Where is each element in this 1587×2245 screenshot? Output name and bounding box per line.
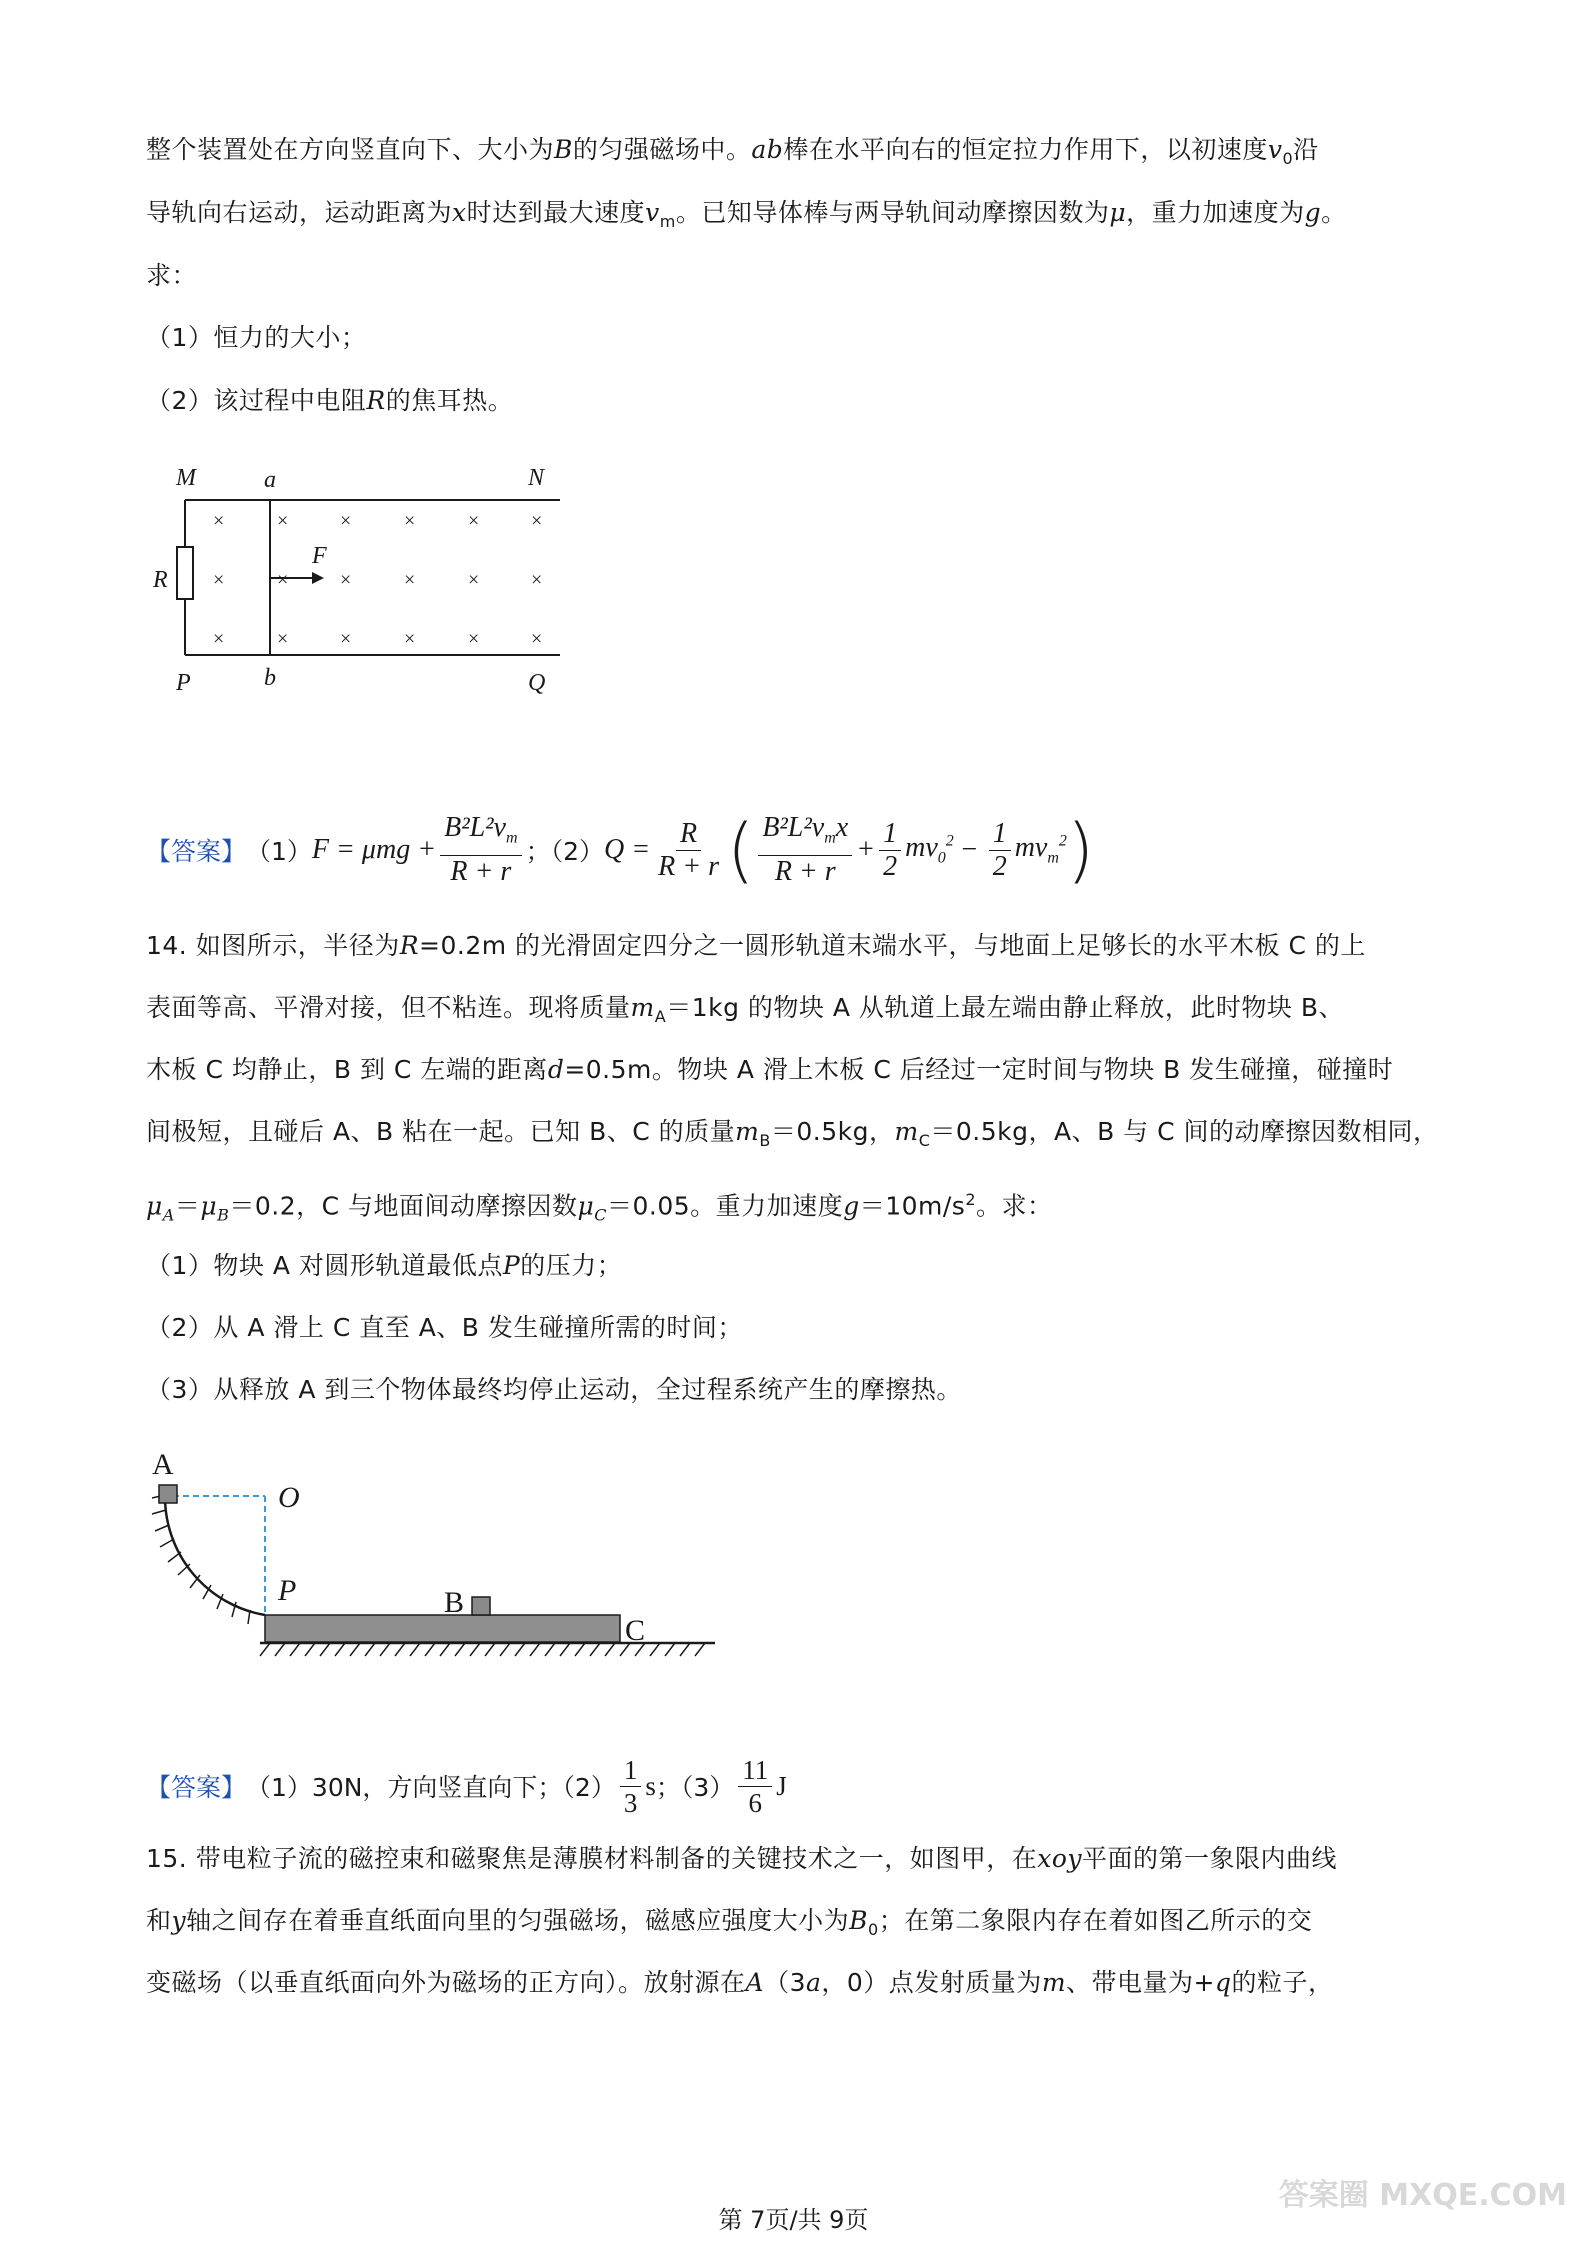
magnetic-field-crosses [213,510,542,650]
field-cross: × [531,628,543,650]
field-cross: × [468,569,480,591]
field-cross: × [531,569,543,591]
q14-subquestion-1: （1）物块 A 对圆形轨道最低点P的压力； [146,1251,623,1280]
label-P: P [278,1574,297,1607]
block-A [159,1485,177,1503]
label-N: N [528,465,545,491]
field-cross: × [277,510,289,532]
field-cross: × [340,569,352,591]
q13-circuit-figure [140,455,580,710]
field-cross: × [213,569,225,591]
field-cross: × [468,510,480,532]
fraction: $\frac{11}{6}$ [738,1754,772,1819]
answer-tag: 【答案】 [146,837,247,866]
block-B [472,1597,490,1615]
fraction: $\frac{1}{2}$ [879,818,901,883]
page-number: 第 7页/共 9页 [718,2206,869,2234]
label-a: a [264,467,276,493]
label-P: P [176,670,191,696]
fraction: $\frac{1}{3}$ [620,1754,642,1819]
field-cross: × [277,569,289,591]
answer-tag: 【答案】 [146,1773,247,1802]
field-cross: × [277,628,289,650]
q13-subquestion-2: （2）该过程中电阻R的焦耳热。 [146,386,514,415]
q14-text-line-3: 木板 C 均静止，B 到 C 左端的距离d=0.5m。物块 A 滑上木板 C 后经过一定时间与物块 B 发生碰撞，碰撞时 [146,1055,1394,1084]
q14-text-line-4: 间极短，且碰后 A、B 粘在一起。已知 B、C 的质量$m_B=0.5kg$，$m_C=0.5kg$，A、B 与 C 间的动摩擦因数相同， [146,1117,1439,1150]
field-cross: × [340,510,352,532]
label-B: B [444,1586,465,1619]
label-M: M [176,465,196,491]
fraction: $\frac{1}{2}$ [989,818,1011,883]
q13-answer: 【答案】 （1） F = μmg + $\frac{B^2L^2v_m}{R + r}$ ；（2） Q = $\frac{R}{R + r}$ ( $\frac{B^2L^2v_mx}{R + r}$ + $\frac{1}{2}$ $mv_0^2$ − $\frac{1}{2}$ $mv_m^2$ ) [146,809,1095,891]
q14-subquestion-2: （2）从 A 滑上 C 直至 A、B 发生碰撞所需的时间； [146,1313,743,1342]
q14-text-line-1: 14. 如图所示，半径为R=0.2m 的光滑固定四分之一圆形轨道末端水平，与地面上足够长的水平木板 C 的上 [146,931,1366,960]
field-cross: × [340,628,352,650]
q14-text-line-2: 表面等高、平滑对接，但不粘连。现将质量$m_A=1kg$ 的物块 A 从轨道上最左端由静止释放，此时物块 B、 [146,993,1344,1026]
q13-text-line-1: 整个装置处在方向竖直向下、大小为B的匀强磁场中。ab棒在水平向右的恒定拉力作用下，以初速度$v_0$沿 [146,135,1319,168]
q14-answer: 【答案】 （1）30N，方向竖直向下；（2） $\frac{1}{3}$ s ；（3） $\frac{11}{6}$ J [146,1754,787,1818]
label-Q: Q [528,670,546,696]
fraction: $\frac{B^2L^2v_mx}{R + r}$ [758,812,852,888]
q15-text-line-3: 变磁场（以垂直纸面向外为磁场的正方向）。放射源在A（3a，0）点发射质量为m、带电量为+q的粒子， [146,1968,1334,1997]
label-b: b [264,665,276,691]
board-C [265,1615,620,1642]
label-A: A [152,1448,174,1481]
field-cross: × [468,628,480,650]
field-cross: × [213,510,225,532]
field-cross: × [404,510,416,532]
fraction: $\frac{R}{R + r}$ [658,817,719,882]
field-cross: × [531,510,543,532]
q13-text-line-2: 导轨向右运动，运动距离为x时达到最大速度$v_m$。已知导体棒与两导轨间动摩擦因数为μ，重力加速度为g。 [146,198,1347,231]
label-O: O [278,1481,300,1514]
q13-text-line-3: 求： [146,261,198,290]
label-C: C [625,1614,646,1647]
q13-subquestion-1: （1）恒力的大小； [146,323,367,352]
q14-text-line-5: $\mu_A=\mu_B=0.2$，C 与地面间动摩擦因数$\mu_C=0.05$。重力加速度$g=10m/s^2$。求： [146,1190,1053,1225]
q14-track-figure [140,1440,740,1680]
q15-text-line-1: 15. 带电粒子流的磁控束和磁聚焦是薄膜材料制备的关键技术之一，如图甲，在xoy平面的第一象限内曲线 [146,1844,1338,1873]
q15-text-line-2: 和y轴之间存在着垂直纸面向里的匀强磁场，磁感应强度大小为$B_0$；在第二象限内存在着如图乙所示的交 [146,1906,1313,1939]
watermark-logo: 答案圈 MXQE.COM [1278,2178,1567,2213]
label-R: R [153,567,168,593]
field-cross: × [404,569,416,591]
q14-subquestion-3: （3）从释放 A 到三个物体最终均停止运动，全过程系统产生的摩擦热。 [146,1375,962,1404]
field-cross: × [213,628,225,650]
field-cross: × [404,628,416,650]
fraction: $\frac{B^2L^2v_m}{R + r}$ [440,812,521,888]
label-F: F [312,543,327,569]
